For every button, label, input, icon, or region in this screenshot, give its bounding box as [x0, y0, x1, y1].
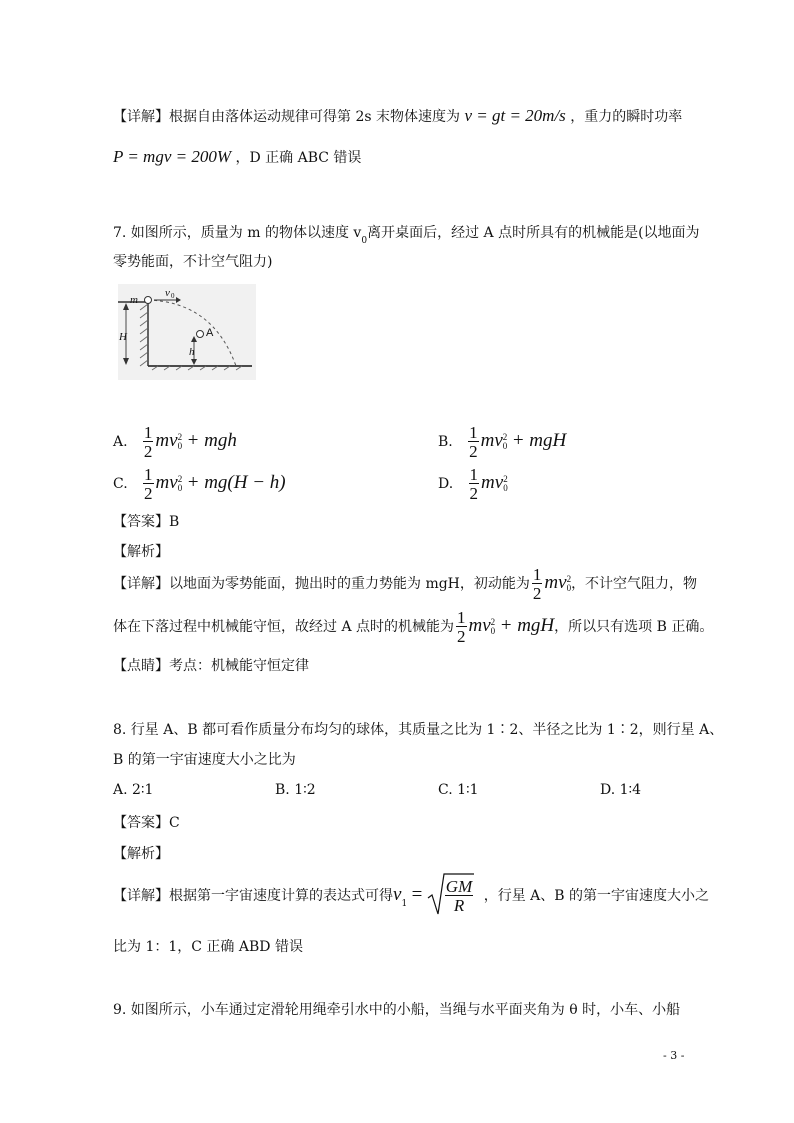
- option-letter: A.: [113, 434, 128, 450]
- q8-option-d: D. 1∶4: [600, 782, 642, 798]
- equals-sign: =: [411, 884, 423, 905]
- one-half-fraction: [456, 609, 467, 645]
- q7-detail-line1: [113, 566, 697, 602]
- q7-analysis-heading: 【解析】: [113, 544, 169, 560]
- option-letter: B.: [438, 434, 453, 450]
- q7-detail-line2: [113, 609, 713, 645]
- radical-sign: [427, 872, 475, 916]
- sub-0: 0: [177, 441, 183, 451]
- mv: mv: [155, 430, 178, 451]
- q8-detail-b: ，行星 A、B 的第一宇宙速度大小之: [483, 888, 710, 904]
- fraction-num: 1: [532, 565, 542, 584]
- q8-stem-line2: B 的第一宇宙速度大小之比为: [113, 752, 296, 768]
- v1: v: [393, 884, 402, 905]
- fraction-den: 2: [144, 484, 153, 503]
- fraction-num: 1: [457, 608, 466, 627]
- option-letter: D.: [438, 476, 454, 492]
- q8-analysis-heading: 【解析】: [113, 846, 169, 862]
- q8-detail-a: 【详解】根据第一宇宙速度计算的表达式可得: [113, 888, 393, 904]
- q7-stem-line2: 零势能面，不计空气阻力): [113, 254, 273, 270]
- sup-2: 2: [490, 617, 496, 627]
- sup-2: 2: [503, 474, 508, 484]
- fraction-den: 2: [457, 627, 466, 646]
- q9-stem-line1: 9. 如图所示，小车通过定滑轮用绳牵引水中的小船，当绳与水平面夹角为 θ 时，小车、小船: [113, 1002, 681, 1018]
- q8-detail-line1: [113, 878, 709, 914]
- q7-detail2-tail: + mgH: [499, 615, 555, 636]
- mv: mv: [481, 472, 504, 493]
- one-half-fraction: [143, 466, 154, 502]
- ball-point-a: [197, 331, 204, 338]
- q7-remark: 【点睛】考点：机械能守恒定律: [113, 658, 309, 674]
- q7-option-a: [113, 424, 237, 460]
- q6-conclusion: ，D 正确 ABC 错误: [235, 150, 362, 166]
- q6-detail-mid: ，重力的瞬时功率: [570, 109, 683, 125]
- q7-projectile-figure: [118, 284, 256, 380]
- square-root: [427, 878, 479, 914]
- option-tail: + mg(H − h): [186, 472, 286, 493]
- q7-detail1-a: 【详解】以地面为零势能面，抛出时的重力势能为 mgH，初动能为: [113, 576, 530, 592]
- mass-label: m: [130, 294, 138, 306]
- q7-detail2-a: 体在下落过程中机械能守恒，故经过 A 点时的机械能为: [113, 619, 455, 635]
- q8-stem-line1: 8. 行星 A、B 都可看作质量分布均匀的球体，其质量之比为 1∶2、半径之比为 1∶2，则行星 A、: [113, 722, 724, 738]
- v0-label: v: [165, 287, 170, 299]
- mv: mv: [544, 572, 567, 593]
- v0-label-sub: 0: [171, 292, 175, 300]
- q6-detail-line2: [113, 147, 361, 167]
- sub-0: 0: [503, 483, 508, 493]
- q7-answer: 【答案】B: [113, 514, 180, 530]
- q7-stem-line1: [113, 222, 700, 246]
- q7-option-d: [438, 466, 508, 502]
- fraction-num: 1: [469, 423, 478, 442]
- sup-2: 2: [566, 574, 572, 584]
- q8-answer: 【答案】C: [113, 815, 180, 831]
- mv: mv: [480, 430, 503, 451]
- sup-2: 2: [502, 432, 508, 442]
- sup-2: 2: [177, 474, 183, 484]
- fraction-num: 1: [469, 465, 479, 484]
- q8-option-a: A. 2∶1: [113, 782, 154, 798]
- gm-numerator: GM: [445, 877, 473, 896]
- v1-sub: 1: [401, 899, 408, 909]
- r-denominator: R: [445, 895, 473, 914]
- q7-stem-part-a: 7. 如图所示，质量为 m 的物体以速度 v: [113, 225, 362, 241]
- q8-option-b: B. 1∶2: [275, 782, 316, 798]
- fraction-den: 2: [532, 584, 542, 603]
- q6-velocity-equation: v = gt = 20m/s: [464, 106, 566, 125]
- fraction-den: 2: [469, 484, 479, 503]
- fraction-den: 2: [469, 442, 478, 461]
- sup-2: 2: [177, 432, 183, 442]
- fraction-num: 1: [144, 465, 153, 484]
- ball-start: [145, 297, 152, 304]
- q7-detail1-b: ，不计空气阻力，物: [571, 576, 698, 592]
- option-letter: C.: [113, 476, 128, 492]
- sub-0: 0: [490, 626, 496, 636]
- option-tail: + mgh: [186, 430, 237, 451]
- q8-option-c: C. 1∶1: [438, 782, 479, 798]
- one-half-fraction: [143, 424, 154, 460]
- point-a-label: A: [206, 327, 214, 339]
- h-label: h: [189, 346, 195, 358]
- q6-detail-prefix: 【详解】根据自由落体运动规律可得第 2s 末物体速度为: [113, 109, 460, 125]
- one-half-fraction: [469, 466, 480, 502]
- one-half-fraction: [468, 424, 479, 460]
- q7-option-b: [438, 424, 566, 460]
- q7-stem-v0-sub: 0: [361, 236, 368, 246]
- q6-power-equation: P = mgv = 200W: [113, 147, 232, 166]
- q7-option-c: [113, 466, 286, 502]
- mv: mv: [155, 472, 178, 493]
- q6-detail-line1: [113, 106, 682, 126]
- page-number: - 3 -: [663, 1049, 685, 1062]
- fraction-den: 2: [143, 442, 153, 461]
- one-half-fraction: [532, 566, 543, 602]
- q7-stem-part-b: 离开桌面后，经过 A 点时所具有的机械能是(以地面为: [367, 225, 700, 241]
- H-label: H: [119, 331, 127, 343]
- q7-detail2-b: ，所以只有选项 B 正确。: [554, 619, 714, 635]
- fraction-num: 1: [143, 423, 153, 442]
- sub-0: 0: [502, 441, 508, 451]
- option-tail: + mgH: [511, 430, 567, 451]
- sub-0: 0: [177, 483, 183, 493]
- sub-0: 0: [566, 583, 572, 593]
- q8-detail-line2: 比为 1：1，C 正确 ABD 错误: [113, 939, 303, 955]
- mv: mv: [468, 615, 491, 636]
